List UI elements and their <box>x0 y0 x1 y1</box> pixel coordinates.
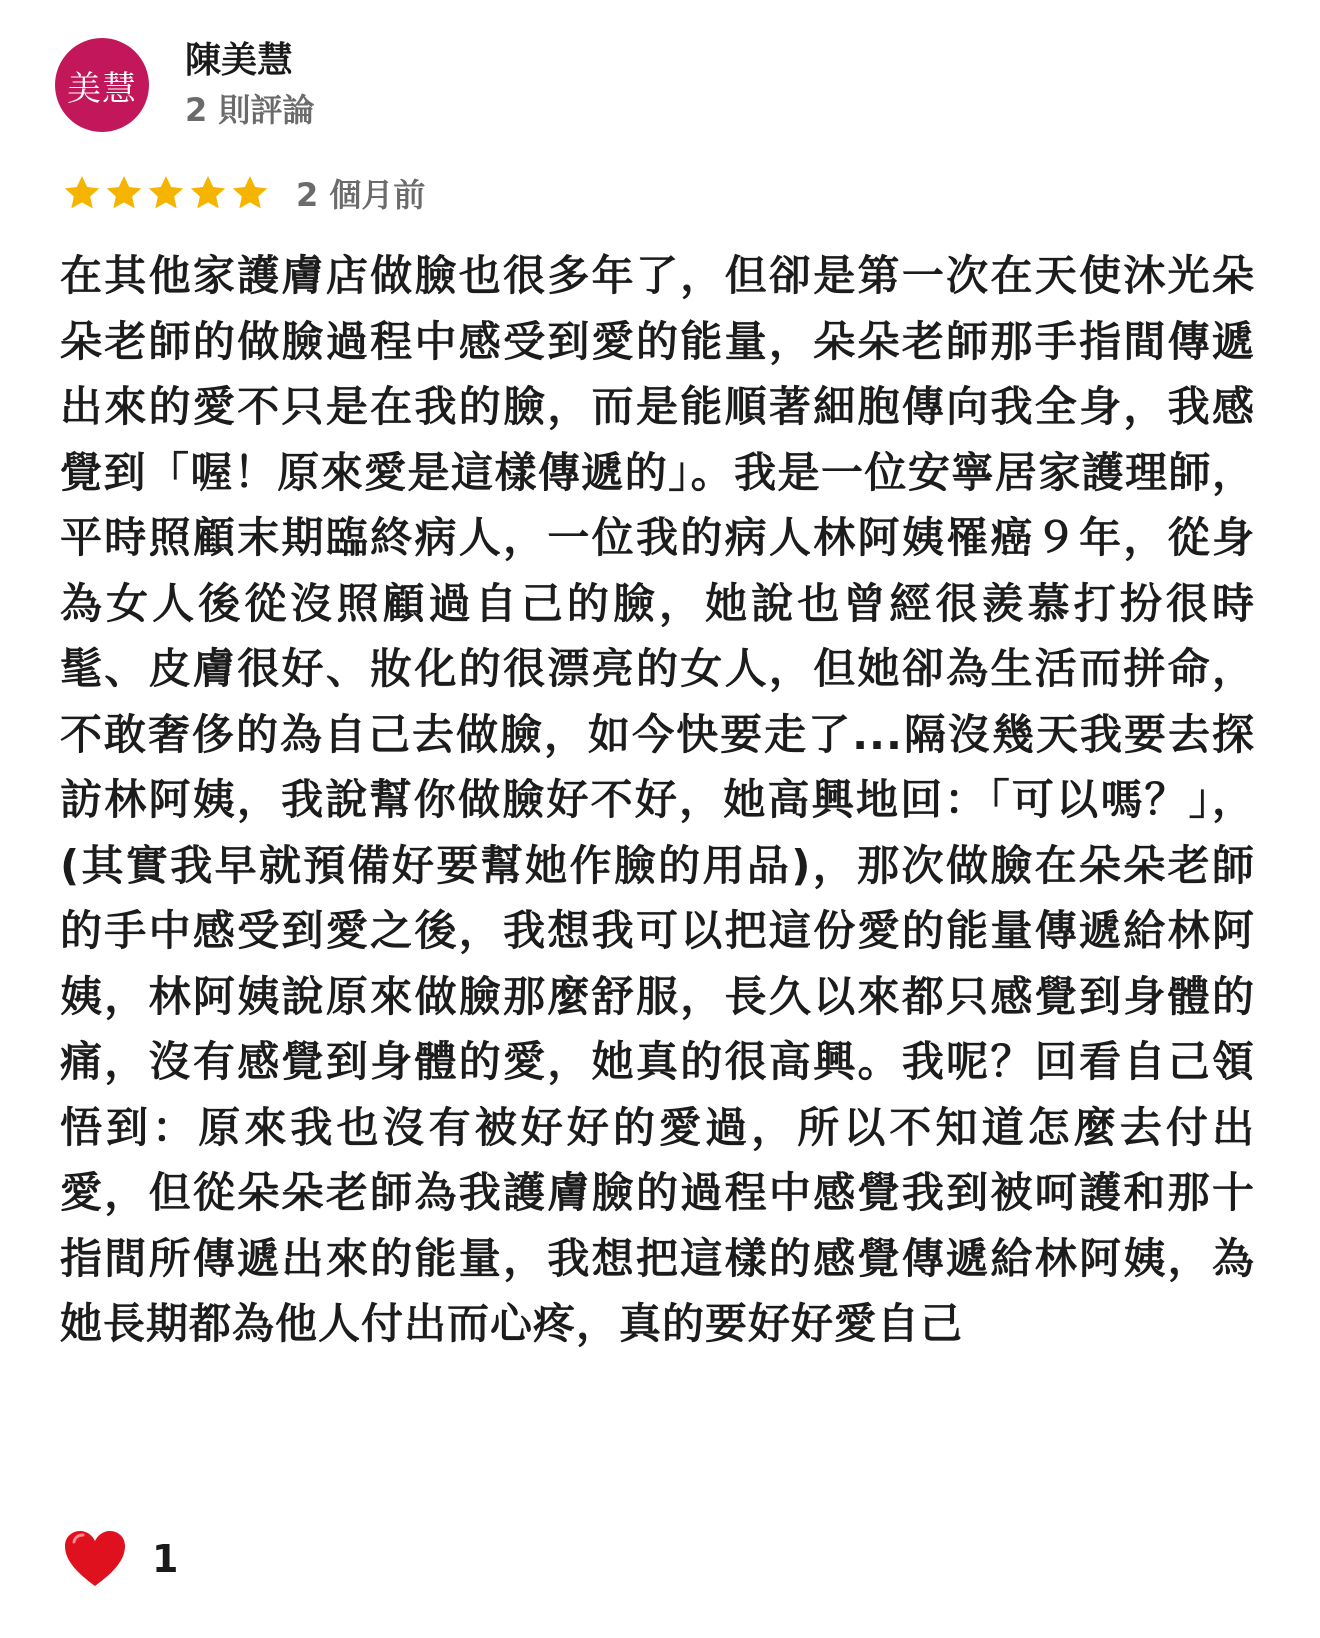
reviewer-header <box>55 38 314 132</box>
star-icon <box>188 173 228 213</box>
reviewer-info <box>185 38 314 132</box>
star-icon <box>146 173 186 213</box>
reviewer-name[interactable]: 陳美慧 <box>185 40 294 81</box>
heart-icon[interactable] <box>62 1528 128 1590</box>
star-icon <box>104 173 144 213</box>
star-icon <box>62 173 102 213</box>
review-time: 2 個月前 <box>296 176 426 214</box>
star-rating <box>62 173 272 213</box>
review-count: 2 則評論 <box>185 91 315 129</box>
avatar[interactable]: 美慧 <box>55 38 149 132</box>
reaction-count: 1 <box>152 1537 179 1581</box>
review-text: 在其他家護膚店做臉也很多年了，但卻是第一次在天使沐光朵朵老師的做臉過程中感受到愛的能量，朵朵老師那手指間傳遞出來的愛不只是在我的臉，而是能順著細胞傳向我全身，我感覺到「喔！原來愛是這樣傳遞的」。我是一位安寧居家護理師，平時照顧末期臨終病人，一位我的病人林阿姨罹癌９年，從身為女人後從沒照顧過自己的臉，她說也曾經很羨慕打扮很時髦、皮膚很好、妝化的很漂亮的女人，但她卻為生活而拼命，不敢奢侈的為自己去做臉，如今快要走了...隔沒幾天我要去探訪林阿姨，我說幫你做臉好不好，她高興地回：「可以嗎？」， (其實我早就預備好要幫她作臉的用品)，那次做臉在朵朵老師的手中感受到愛之後，我想我可以把這份愛的能量傳遞給林阿姨，林阿姨說原來做臉那麼舒服，長久以來都只感覺到身體的痛，沒有感覺到身體的愛，她真的很高興。我呢？回看自己領悟到：原來我也沒有被好好的愛過，所以不知道怎麼去付出愛，但從朵朵老師為我護膚臉的過程中感覺我到被呵護和那十指間所傳遞出來的能量，我想把這樣的感覺傳遞給林阿姨，為她長期都為他人付出而心疼，真的要好好愛自己 <box>60 251 1255 1348</box>
star-icon <box>230 173 270 213</box>
reaction-bar <box>62 1528 178 1590</box>
rating-row <box>62 170 425 216</box>
